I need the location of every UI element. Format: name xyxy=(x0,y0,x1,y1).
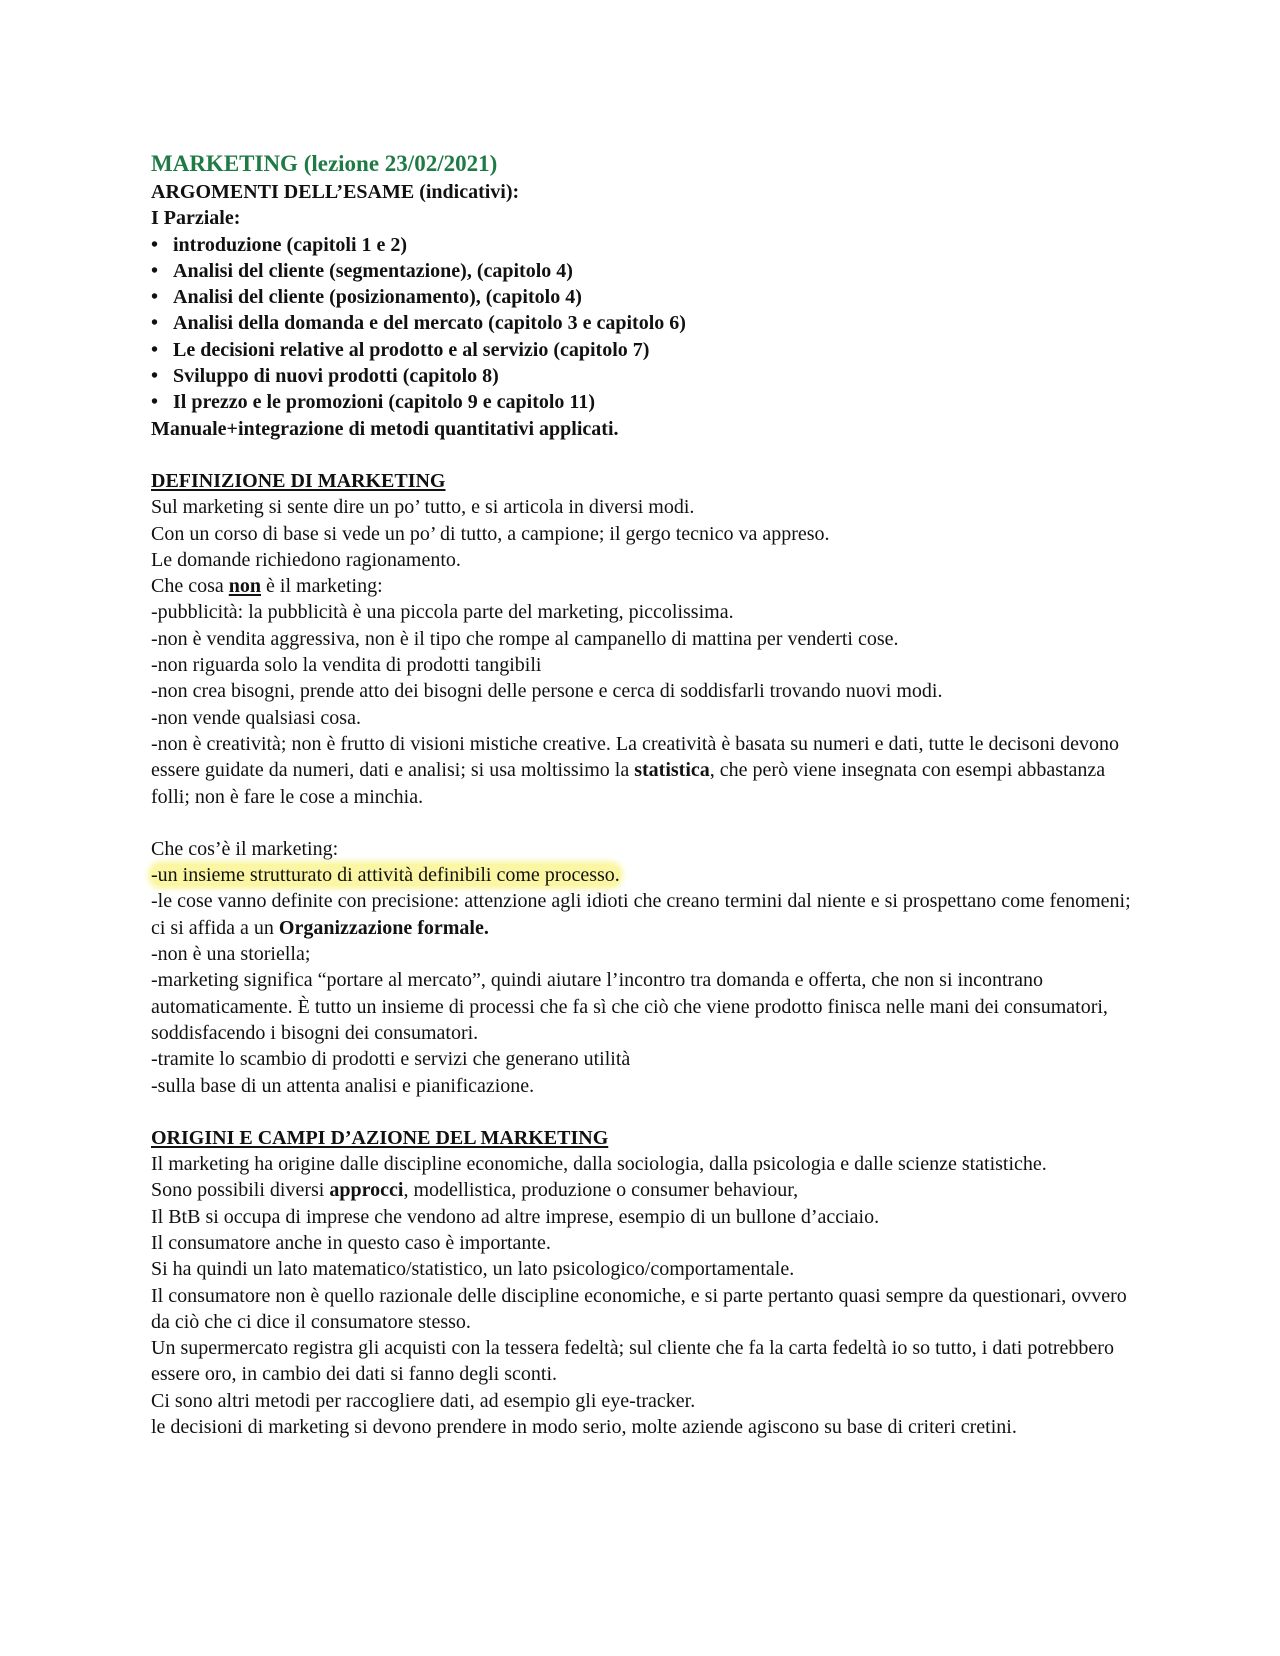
exam-topic-item: • Analisi del cliente (posizionamento), (capitolo 4) xyxy=(151,284,1131,310)
paragraph-line: -non è vendita aggressiva, non è il tipo che rompe al campanello di mattina per venderti cose. xyxy=(151,627,899,650)
text-run: è il marketing: xyxy=(261,575,383,598)
paragraph-line: Le domande richiedono ragionamento. xyxy=(151,548,461,571)
paragraph-line: Con un corso di base si vede un po’ di tutto, a campione; il gergo tecnico va appreso. xyxy=(151,522,830,545)
paragraph-line xyxy=(151,1177,1131,1203)
paragraph-line: -sulla base di un attenta analisi e pianificazione. xyxy=(151,1074,535,1097)
paragraph-line: -non vende qualsiasi cosa. xyxy=(151,706,361,729)
text-run: -non è creatività; non è frutto di visioni mistiche creative. La creatività è basata su numeri e dati, tutte le decisoni devono essere guidate da numeri, dati e analisi; si usa moltissimo la xyxy=(151,732,1119,782)
emphasis-organizzazione: Organizzazione formale. xyxy=(278,916,489,939)
exam-heading: ARGOMENTI DELL’ESAME (indicativi): xyxy=(151,181,520,203)
text-run: -le cose vanno definite con precisione: attenzione agli idioti che creano termini dal niente e si prospettano come fenomeni; ci si affida a un xyxy=(151,890,1131,939)
paragraph-line xyxy=(151,731,1131,810)
exam-note: Manuale+integrazione di metodi quantitativi applicati. xyxy=(151,417,619,440)
exam-topic-item: • Sviluppo di nuovi prodotti (capitolo 8) xyxy=(151,363,1131,389)
exam-topic-item: • Le decisioni relative al prodotto e al servizio (capitolo 7) xyxy=(151,337,1131,363)
paragraph-line xyxy=(151,573,1131,599)
text-run: Che cosa xyxy=(151,575,229,598)
paragraph-line: Il marketing ha origine dalle discipline economiche, dalla sociologia, dalla psicologia e dalle scienze statistiche. xyxy=(151,1153,1047,1176)
exam-topic-item: • Analisi della domanda e del mercato (capitolo 3 e capitolo 6) xyxy=(151,310,1131,336)
exam-topic-list xyxy=(151,232,1131,416)
page-title: MARKETING (lezione 23/02/2021) xyxy=(151,151,498,176)
exam-topic-item: • Analisi del cliente (segmentazione), (capitolo 4) xyxy=(151,258,1131,284)
text-run: Sono possibili diversi xyxy=(151,1179,330,1202)
section-heading-origini: ORIGINI E CAMPI D’AZIONE DEL MARKETING xyxy=(151,1126,609,1149)
paragraph-line: -non crea bisogni, prende atto dei bisogni delle persone e cerca di soddisfarli trovando nuovi modi. xyxy=(151,680,943,703)
document-page xyxy=(151,149,1131,1440)
paragraph-line: Il consumatore anche in questo caso è importante. xyxy=(151,1231,551,1254)
paragraph-line: Il BtB si occupa di imprese che vendono ad altre imprese, esempio di un bullone d’acciaio. xyxy=(151,1205,880,1228)
exam-topic-item: • introduzione (capitoli 1 e 2) xyxy=(151,232,1131,258)
paragraph-line: Il consumatore non è quello razionale delle discipline economiche, e si parte pertanto quasi sempre da questionari, ovvero da ciò che ci dice il consumatore stesso. xyxy=(151,1284,1127,1333)
paragraph-line: -non riguarda solo la vendita di prodotti tangibili xyxy=(151,654,542,677)
section-heading-definizione: DEFINIZIONE DI MARKETING xyxy=(151,469,446,492)
emphasis-non: non xyxy=(228,575,262,598)
exam-topic-item: • Il prezzo e le promozioni (capitolo 9 e capitolo 11) xyxy=(151,389,1131,415)
paragraph-line: -non è una storiella; xyxy=(151,943,311,966)
paragraph-line: Che cos’è il marketing: xyxy=(151,837,339,860)
text-run: , modellistica, produzione o consumer behaviour, xyxy=(403,1179,799,1202)
section-gap xyxy=(151,442,1131,468)
paragraph-line xyxy=(151,862,1131,888)
emphasis-approcci: approcci xyxy=(329,1179,404,1202)
paragraph-line: Un supermercato registra gli acquisti con la tessera fedeltà; sul cliente che fa la carta fedeltà io so tutto, i dati potrebbero essere oro, in cambio dei dati si fanno degli sconti. xyxy=(151,1337,1114,1386)
paragraph-line xyxy=(151,888,1131,941)
paragraph-line: le decisioni di marketing si devono prendere in modo serio, molte aziende agiscono su base di criteri cretini. xyxy=(151,1416,1017,1439)
emphasis-statistica: statistica xyxy=(634,759,710,782)
section-gap xyxy=(151,1099,1131,1125)
exam-partial-label: I Parziale: xyxy=(151,207,241,230)
paragraph-line: -marketing significa “portare al mercato”, quindi aiutare l’incontro tra domanda e offerta, che non si incontrano automaticamente. È tutto un insieme di processi che fa sì che ciò che viene prodotto finisca nelle mani dei consumatori, soddisfacendo i bisogni dei consumatori. xyxy=(151,969,1108,1044)
paragraph-line: Ci sono altri metodi per raccogliere dati, ad esempio gli eye-tracker. xyxy=(151,1389,696,1412)
paragraph-line: Si ha quindi un lato matematico/statistico, un lato psicologico/comportamentale. xyxy=(151,1258,795,1281)
paragraph-line: -pubblicità: la pubblicità è una piccola parte del marketing, piccolissima. xyxy=(151,601,734,624)
text-run: , che però viene insegnata con esempi abbastanza folli; non è fare le cose a minchia. xyxy=(151,759,1106,808)
section-gap xyxy=(151,810,1131,836)
highlighted-text: -un insieme strutturato di attività definibili come processo. xyxy=(151,864,620,887)
paragraph-line: Sul marketing si sente dire un po’ tutto, e si articola in diversi modi. xyxy=(151,496,695,519)
paragraph-line: -tramite lo scambio di prodotti e servizi che generano utilità xyxy=(151,1048,631,1071)
